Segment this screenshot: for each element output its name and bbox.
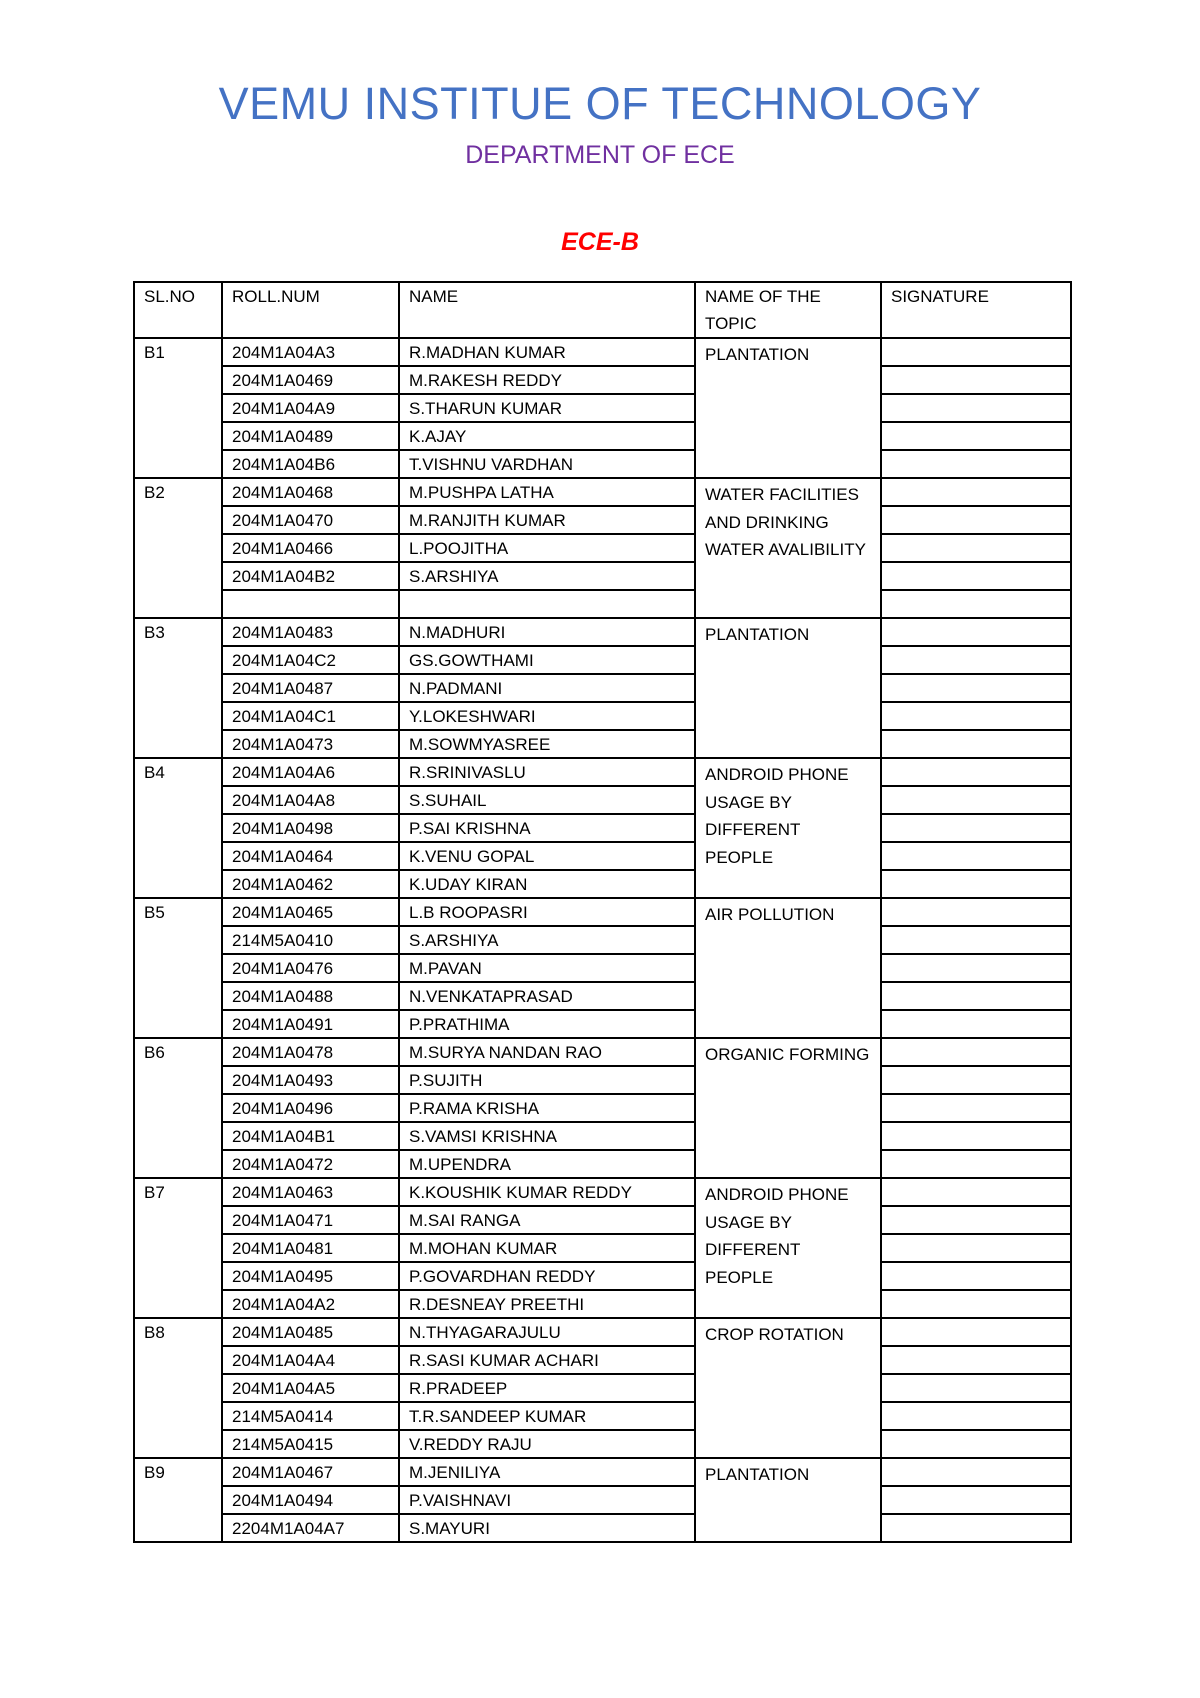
- table-row: [134, 758, 1071, 786]
- student-name-cell: L.POOJITHA: [399, 534, 695, 562]
- signature-cell[interactable]: [881, 926, 1071, 954]
- roll-number-cell: 204M1A04B2: [222, 562, 399, 590]
- table-row: [134, 1150, 1071, 1178]
- signature-cell[interactable]: [881, 1458, 1071, 1486]
- signature-cell[interactable]: [881, 450, 1071, 478]
- student-name-cell: R.MADHAN KUMAR: [399, 338, 695, 366]
- signature-cell[interactable]: [881, 758, 1071, 786]
- roll-number-cell: 204M1A04C1: [222, 702, 399, 730]
- signature-cell[interactable]: [881, 562, 1071, 590]
- student-name-cell: R.SASI KUMAR ACHARI: [399, 1346, 695, 1374]
- signature-cell[interactable]: [881, 534, 1071, 562]
- roll-number-cell: 204M1A0493: [222, 1066, 399, 1094]
- table-row: [134, 534, 1071, 562]
- table-row: [134, 1094, 1071, 1122]
- signature-cell[interactable]: [881, 1290, 1071, 1318]
- student-name-cell: P.RAMA KRISHA: [399, 1094, 695, 1122]
- roll-number-cell: 204M1A0476: [222, 954, 399, 982]
- roll-number-cell: 204M1A0495: [222, 1262, 399, 1290]
- roll-number-cell: 214M5A0410: [222, 926, 399, 954]
- roll-number-cell: 204M1A0494: [222, 1486, 399, 1514]
- signature-cell[interactable]: [881, 394, 1071, 422]
- table-row: [134, 1486, 1071, 1514]
- institute-title: VEMU INSTITUE OF TECHNOLOGY: [218, 78, 982, 129]
- student-name-cell: M.PAVAN: [399, 954, 695, 982]
- signature-cell[interactable]: [881, 646, 1071, 674]
- roll-number-cell: 204M1A0468: [222, 478, 399, 506]
- roll-number-cell: [222, 590, 399, 618]
- signature-cell[interactable]: [881, 1374, 1071, 1402]
- student-name-cell: P.VAISHNAVI: [399, 1486, 695, 1514]
- table-header-row: [134, 282, 1071, 338]
- signature-cell[interactable]: [881, 1234, 1071, 1262]
- student-name-cell: T.VISHNU VARDHAN: [399, 450, 695, 478]
- roll-number-cell: 204M1A04A4: [222, 1346, 399, 1374]
- table-row: [134, 1402, 1071, 1430]
- student-name-cell: K.UDAY KIRAN: [399, 870, 695, 898]
- signature-cell[interactable]: [881, 814, 1071, 842]
- signature-cell[interactable]: [881, 1122, 1071, 1150]
- student-name-cell: M.MOHAN KUMAR: [399, 1234, 695, 1262]
- roll-number-cell: 204M1A0469: [222, 366, 399, 394]
- signature-cell[interactable]: [881, 618, 1071, 646]
- student-name-cell: T.R.SANDEEP KUMAR: [399, 1402, 695, 1430]
- topic-cell: ORGANIC FORMING: [695, 1038, 881, 1178]
- signature-cell[interactable]: [881, 1402, 1071, 1430]
- column-header: ROLL.NUM: [222, 282, 399, 338]
- table-row: [134, 366, 1071, 394]
- signature-cell[interactable]: [881, 730, 1071, 758]
- student-name-cell: V.REDDY RAJU: [399, 1430, 695, 1458]
- batch-id-cell: B3: [134, 618, 222, 758]
- student-name-cell: N.VENKATAPRASAD: [399, 982, 695, 1010]
- roll-number-cell: 204M1A0487: [222, 674, 399, 702]
- roll-number-cell: 204M1A0473: [222, 730, 399, 758]
- batch-id-cell: B8: [134, 1318, 222, 1458]
- table-row: [134, 1290, 1071, 1318]
- table-row: [134, 1346, 1071, 1374]
- table-row: [134, 814, 1071, 842]
- signature-cell[interactable]: [881, 702, 1071, 730]
- student-name-cell: P.SAI KRISHNA: [399, 814, 695, 842]
- department-title: DEPARTMENT OF ECE: [465, 141, 735, 169]
- topic-cell: ANDROID PHONE USAGE BY DIFFERENT PEOPLE: [695, 1178, 881, 1318]
- topic-cell: PLANTATION: [695, 1458, 881, 1542]
- roll-number-cell: 204M1A0463: [222, 1178, 399, 1206]
- roll-number-cell: 204M1A0470: [222, 506, 399, 534]
- signature-cell[interactable]: [881, 1206, 1071, 1234]
- table-row: [134, 1374, 1071, 1402]
- table-row: [134, 1262, 1071, 1290]
- roll-number-cell: 204M1A0481: [222, 1234, 399, 1262]
- student-name-cell: K.KOUSHIK KUMAR REDDY: [399, 1178, 695, 1206]
- table-row: [134, 478, 1071, 506]
- student-name-cell: S.MAYURI: [399, 1514, 695, 1542]
- column-header: NAME: [399, 282, 695, 338]
- student-name-cell: M.RANJITH KUMAR: [399, 506, 695, 534]
- table-row: [134, 870, 1071, 898]
- table-row: [134, 506, 1071, 534]
- table-row: [134, 450, 1071, 478]
- roll-number-cell: 204M1A04A9: [222, 394, 399, 422]
- table-row: [134, 1514, 1071, 1542]
- signature-cell[interactable]: [881, 674, 1071, 702]
- table-row: [134, 1038, 1071, 1066]
- signature-cell[interactable]: [881, 1318, 1071, 1346]
- signature-cell[interactable]: [881, 1038, 1071, 1066]
- table-row: [134, 674, 1071, 702]
- roll-number-cell: 204M1A04A6: [222, 758, 399, 786]
- batch-id-cell: B4: [134, 758, 222, 898]
- table-row: [134, 1234, 1071, 1262]
- table-row: [134, 1430, 1071, 1458]
- student-name-cell: Y.LOKESHWARI: [399, 702, 695, 730]
- signature-cell[interactable]: [881, 506, 1071, 534]
- roll-number-cell: 204M1A0465: [222, 898, 399, 926]
- student-name-cell: S.ARSHIYA: [399, 562, 695, 590]
- batch-id-cell: B1: [134, 338, 222, 478]
- table-row: [134, 618, 1071, 646]
- table-row: [134, 338, 1071, 366]
- roll-number-cell: 204M1A0466: [222, 534, 399, 562]
- student-name-cell: R.PRADEEP: [399, 1374, 695, 1402]
- roll-number-cell: 2204M1A04A7: [222, 1514, 399, 1542]
- signature-cell[interactable]: [881, 982, 1071, 1010]
- table-row: [134, 1066, 1071, 1094]
- roll-number-cell: 204M1A0471: [222, 1206, 399, 1234]
- student-name-cell: N.THYAGARAJULU: [399, 1318, 695, 1346]
- table-row: [134, 926, 1071, 954]
- batch-id-cell: B5: [134, 898, 222, 1038]
- table-row: [134, 842, 1071, 870]
- table-row: [134, 1458, 1071, 1486]
- roll-number-cell: 204M1A04C2: [222, 646, 399, 674]
- table-row: [134, 646, 1071, 674]
- student-name-cell: P.PRATHIMA: [399, 1010, 695, 1038]
- table-row: [134, 702, 1071, 730]
- signature-cell[interactable]: [881, 1346, 1071, 1374]
- signature-cell[interactable]: [881, 590, 1071, 618]
- student-name-cell: M.JENILIYA: [399, 1458, 695, 1486]
- roll-number-cell: 204M1A0467: [222, 1458, 399, 1486]
- roll-number-cell: 214M5A0414: [222, 1402, 399, 1430]
- student-name-cell: P.GOVARDHAN REDDY: [399, 1262, 695, 1290]
- table-row: [134, 1010, 1071, 1038]
- student-name-cell: GS.GOWTHAMI: [399, 646, 695, 674]
- roll-number-cell: 204M1A0472: [222, 1150, 399, 1178]
- topic-cell: CROP ROTATION: [695, 1318, 881, 1458]
- student-name-cell: M.RAKESH REDDY: [399, 366, 695, 394]
- signature-cell[interactable]: [881, 842, 1071, 870]
- roll-number-cell: 204M1A0485: [222, 1318, 399, 1346]
- signature-cell[interactable]: [881, 1150, 1071, 1178]
- roll-number-cell: 204M1A04A5: [222, 1374, 399, 1402]
- table-row: [134, 954, 1071, 982]
- topic-cell: AIR POLLUTION: [695, 898, 881, 1038]
- batch-table: [133, 281, 1072, 1543]
- table-row: [134, 786, 1071, 814]
- signature-cell[interactable]: [881, 366, 1071, 394]
- student-name-cell: R.SRINIVASLU: [399, 758, 695, 786]
- signature-cell[interactable]: [881, 786, 1071, 814]
- signature-cell[interactable]: [881, 1094, 1071, 1122]
- topic-cell: PLANTATION: [695, 618, 881, 758]
- roll-number-cell: 204M1A0488: [222, 982, 399, 1010]
- student-name-cell: S.SUHAIL: [399, 786, 695, 814]
- table-row: [134, 394, 1071, 422]
- signature-cell[interactable]: [881, 1262, 1071, 1290]
- table-row: [134, 1178, 1071, 1206]
- roll-number-cell: 204M1A0462: [222, 870, 399, 898]
- student-name-cell: M.UPENDRA: [399, 1150, 695, 1178]
- batch-id-cell: B7: [134, 1178, 222, 1318]
- signature-cell[interactable]: [881, 422, 1071, 450]
- table-row: [134, 1122, 1071, 1150]
- column-header: SIGNATURE: [881, 282, 1071, 338]
- student-name-cell: L.B ROOPASRI: [399, 898, 695, 926]
- signature-cell[interactable]: [881, 1010, 1071, 1038]
- roll-number-cell: 204M1A0489: [222, 422, 399, 450]
- student-name-cell: N.MADHURI: [399, 618, 695, 646]
- student-name-cell: [399, 590, 695, 618]
- table-row: [134, 982, 1071, 1010]
- signature-cell[interactable]: [881, 898, 1071, 926]
- topic-cell: PLANTATION: [695, 338, 881, 478]
- student-name-cell: S.THARUN KUMAR: [399, 394, 695, 422]
- roll-number-cell: 204M1A04A2: [222, 1290, 399, 1318]
- student-name-cell: S.ARSHIYA: [399, 926, 695, 954]
- roll-number-cell: 204M1A04B6: [222, 450, 399, 478]
- signature-cell[interactable]: [881, 1514, 1071, 1542]
- topic-cell: WATER FACILITIES AND DRINKING WATER AVALIBILITY: [695, 478, 881, 618]
- signature-cell[interactable]: [881, 478, 1071, 506]
- roll-number-cell: 204M1A04A8: [222, 786, 399, 814]
- column-header: NAME OF THE TOPIC: [695, 282, 881, 338]
- roll-number-cell: 204M1A0478: [222, 1038, 399, 1066]
- roll-number-cell: 214M5A0415: [222, 1430, 399, 1458]
- roll-number-cell: 204M1A0491: [222, 1010, 399, 1038]
- student-name-cell: M.SOWMYASREE: [399, 730, 695, 758]
- roll-number-cell: 204M1A0464: [222, 842, 399, 870]
- student-name-cell: R.DESNEAY PREETHI: [399, 1290, 695, 1318]
- roll-number-cell: 204M1A04A3: [222, 338, 399, 366]
- roll-number-cell: 204M1A0496: [222, 1094, 399, 1122]
- signature-cell[interactable]: [881, 1066, 1071, 1094]
- signature-cell[interactable]: [881, 870, 1071, 898]
- student-name-cell: S.VAMSI KRISHNA: [399, 1122, 695, 1150]
- student-name-cell: N.PADMANI: [399, 674, 695, 702]
- table-row: [134, 422, 1071, 450]
- table-row: [134, 1318, 1071, 1346]
- student-name-cell: K.VENU GOPAL: [399, 842, 695, 870]
- batch-id-cell: B9: [134, 1458, 222, 1542]
- student-name-cell: M.SURYA NANDAN RAO: [399, 1038, 695, 1066]
- signature-cell[interactable]: [881, 338, 1071, 366]
- table-row: [134, 898, 1071, 926]
- section-title: ECE-B: [561, 228, 639, 256]
- column-header: SL.NO: [134, 282, 222, 338]
- roll-number-cell: 204M1A0483: [222, 618, 399, 646]
- student-name-cell: M.SAI RANGA: [399, 1206, 695, 1234]
- student-name-cell: K.AJAY: [399, 422, 695, 450]
- student-name-cell: P.SUJITH: [399, 1066, 695, 1094]
- table-row: [134, 562, 1071, 590]
- signature-cell[interactable]: [881, 1486, 1071, 1514]
- signature-cell[interactable]: [881, 954, 1071, 982]
- roll-number-cell: 204M1A04B1: [222, 1122, 399, 1150]
- table-row: [134, 590, 1071, 618]
- table-row: [134, 1206, 1071, 1234]
- batch-id-cell: B6: [134, 1038, 222, 1178]
- table-row: [134, 730, 1071, 758]
- student-name-cell: M.PUSHPA LATHA: [399, 478, 695, 506]
- signature-cell[interactable]: [881, 1430, 1071, 1458]
- signature-cell[interactable]: [881, 1178, 1071, 1206]
- batch-id-cell: B2: [134, 478, 222, 618]
- topic-cell: ANDROID PHONE USAGE BY DIFFERENT PEOPLE: [695, 758, 881, 898]
- roll-number-cell: 204M1A0498: [222, 814, 399, 842]
